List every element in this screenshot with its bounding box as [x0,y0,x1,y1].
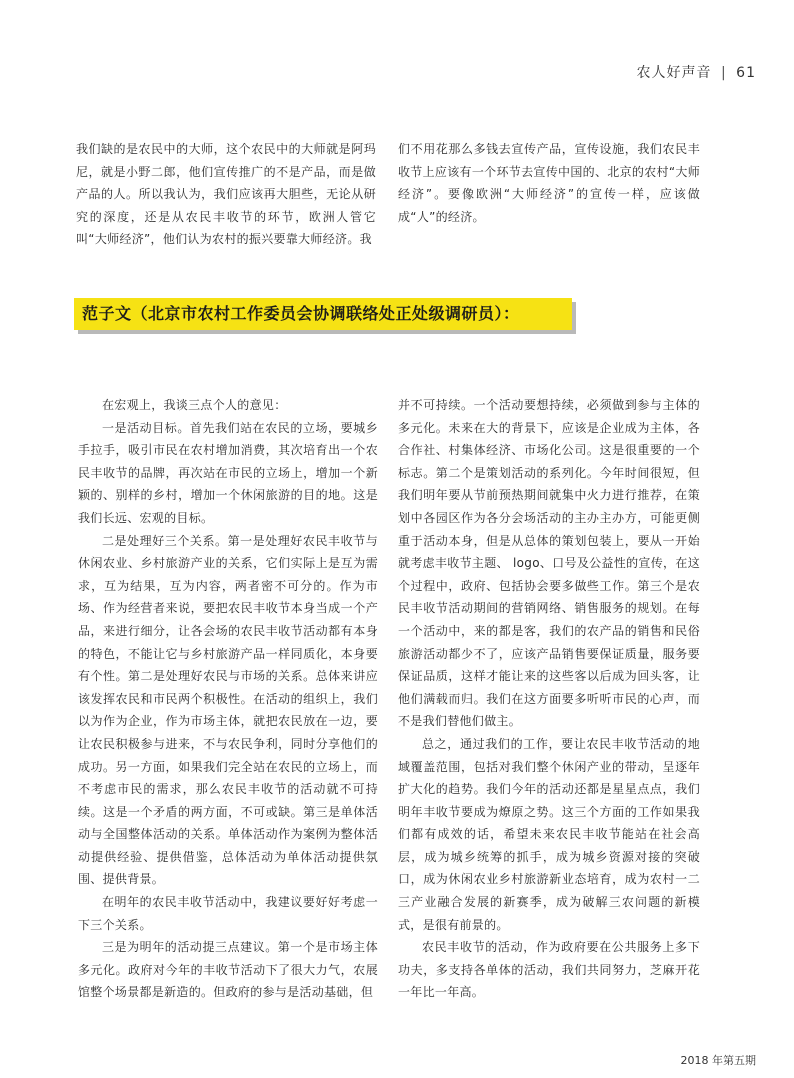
top-left-column [76,138,376,251]
paragraph: 们不用花那么多钱去宣传产品，宣传设施，我们农民丰收节上应该有一个环节去宣传中国的、北京的农村“大师经济”。要像欧洲“大师经济”的宣传一样，应该做成“人”的经济。 [398,142,700,224]
speaker-heading: 范子文（北京市农村工作委员会协调联络处正处级调研员）： [74,298,572,330]
body-right-column [398,394,700,1004]
section-title: 农人好声音 [636,65,712,81]
paragraph: 总之，通过我们的工作，要让农民丰收节活动的地域覆盖范围，包括对我们整个休闲产业的带动，呈逐年扩大化的趋势。我们今年的活动还都是星星点点，我们明年丰收节要成为燎原之势。这三个方面的工作如果我们都有成效的话，希望未来农民丰收节能站在社会高层，成为城乡统筹的抓手，成为城乡资源对接的突破口，成为休闲农业乡村旅游新业态培育，成为农村一二三产业融合发展的新赛季，成为破解三农问题的新模式，是很有前景的。 [398,736,700,932]
paragraph: 二是处理好三个关系。第一是处理好农民丰收节与休闲农业、乡村旅游产业的关系，它们实际上是互为需求，互为结果，互为内容，两者密不可分的。作为市场、作为经营者来说，要把农民丰收节本身当成一个产品，来进行细分，让各会场的农民丰收节活动都有本身的特色，不能让它与乡村旅游产品一样同质化，本身要有个性。第二是处理好农民与市场的关系。总体来讲应该发挥农民和市民两个积极性。在活动的组织上，我们以为作为企业，作为市场主体，就把农民放在一边，要让农民积极参与进来，不与农民争利，同时分享他们的成功。另一方面，如果我们完全站在农民的立场上，而不考虑市民的需求，那么农民丰收节的活动就不可持续。这是一个矛盾的两方面，不可或缺。第三是单体活动与全国整体活动的关系。单体活动作为案例为整体活动提供经验、提供借鉴，总体活动为单体活动提供氛围、提供背景。 [78,533,378,887]
page-number: 61 [736,65,756,81]
issue-footer: 2018 年第五期 [680,1054,756,1067]
speaker-heading-block [74,298,572,330]
paragraph: 我们缺的是农民中的大师，这个农民中的大师就是阿玛尼，就是小野二郎，他们宣传推广的不是产品，而是做产品的人。所以我认为，我们应该再大胆些，无论从研究的深度，还是从农民丰收节的环节，欧洲人管它叫“大师经济”，他们认为农村的振兴要靠大师经济。我 [76,142,376,247]
paragraph: 在明年的农民丰收节活动中，我建议要好好考虑一下三个关系。 [78,895,378,932]
paragraph: 农民丰收节的活动，作为政府要在公共服务上多下功夫，多支持各单体的活动，我们共同努力，芝麻开花一年比一年高。 [398,940,700,1000]
body-left-column [78,394,378,1004]
header-separator: | [721,65,727,81]
page-header [637,62,756,82]
top-right-column [398,138,700,228]
paragraph: 一是活动目标。首先我们站在农民的立场，要城乡手拉手，吸引市民在农村增加消费，其次培育出一个农民丰收节的品牌，再次站在市民的立场上，增加一个新颖的、别样的乡村，增加一个休闲旅游的目的地。这是我们长远、宏观的目标。 [78,420,378,525]
paragraph: 在宏观上，我谈三点个人的意见： [102,398,287,412]
paragraph: 三是为明年的活动提三点建议。第一个是市场主体多元化。政府对今年的丰收节活动下了很大力气，农展馆整个场景都是新造的。但政府的参与是活动基础，但 [78,940,378,1000]
paragraph: 并不可持续。一个活动要想持续，必须做到参与主体的多元化。未来在大的背景下，应该是企业成为主体，各合作社、村集体经济、市场化公司。这是很重要的一个标志。第二个是策划活动的系列化。今年时间很短，但我们明年要从节前预热期间就集中火力进行推荐，在策划中各园区作为各分会场活动的主办主办方，可能更侧重于活动本身，但是从总体的策划包装上，要从一开始就考虑丰收节主题、 logo、口号及公益性的宣传，在这个过程中，政府、包括协会要多做些工作。第三个是农民丰收节活动期间的营销网络、销售服务的规划。在每一个活动中，来的都是客，我们的农产品的销售和民俗旅游活动都少不了，应该产品销售要保证质量，服务要保证品质，这样才能让来的这些客以后成为回头客，让他们满载而归。我们在这方面要多听听市民的心声，而不是我们替他们做主。 [398,398,700,729]
